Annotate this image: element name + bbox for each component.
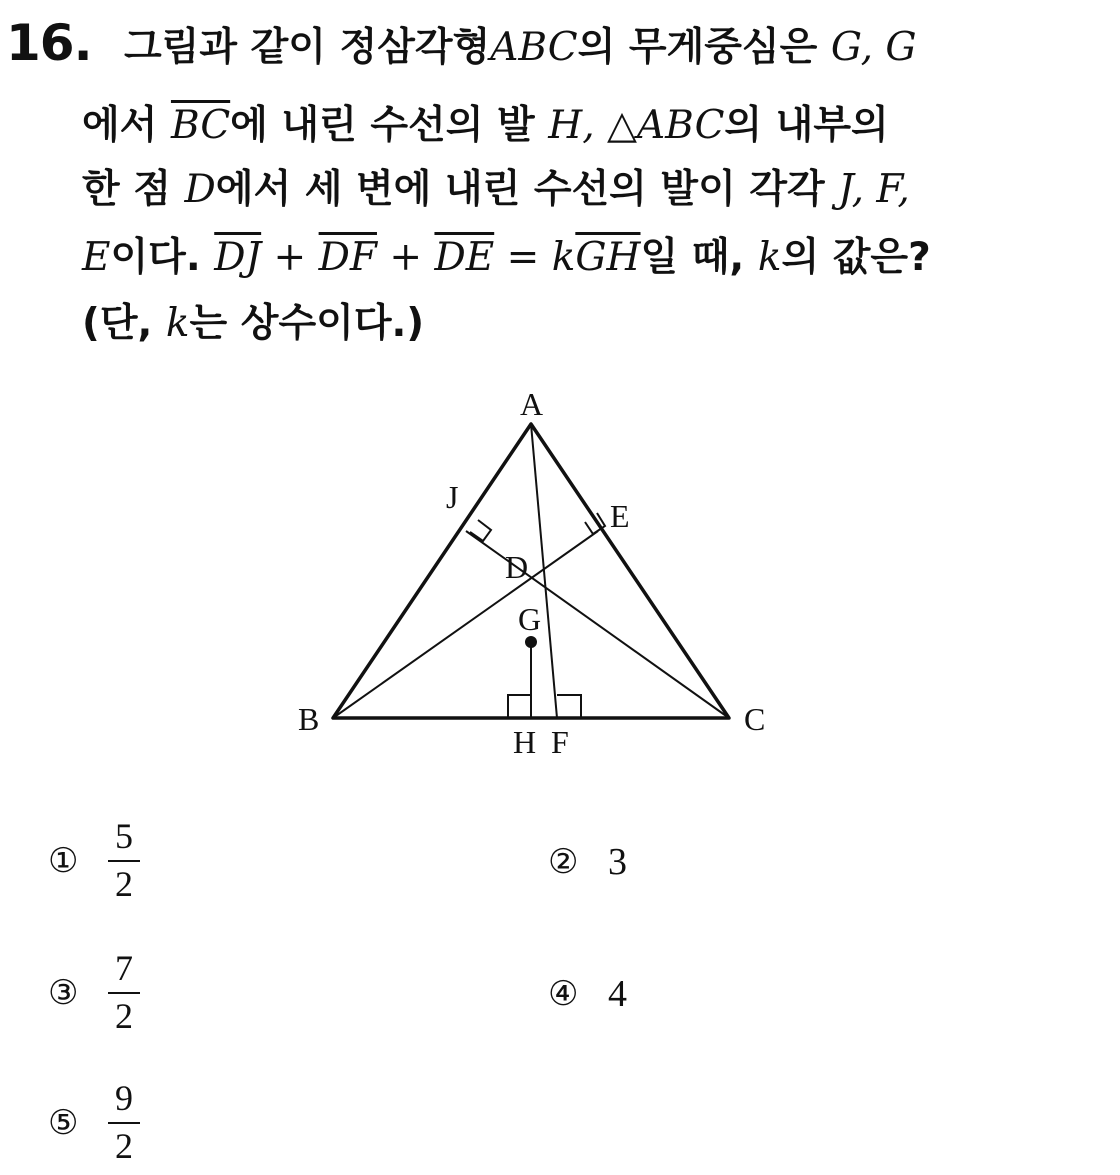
question-text: 의 내부의 [724,103,889,148]
math-abc: ABC [490,25,578,70]
fraction-bar [108,992,140,994]
label-d: D [505,549,529,585]
choice-2[interactable] [548,840,627,884]
question-text: 의 무게중심은 [577,25,831,70]
question-text: 에서 [82,103,171,148]
math-k: k [551,235,576,280]
right-angle-h [508,695,531,718]
fraction-numerator: 5 [115,816,133,856]
question-text: (단, [82,301,166,346]
choice-fraction [108,1080,140,1166]
choice-value: 4 [608,973,627,1015]
question-text: 에서 세 변에 내린 수선의 발이 각각 [215,167,839,212]
math-k: k [757,235,782,280]
question-text: 일 때, [640,235,758,280]
choice-fraction [108,818,140,904]
label-a: A [520,386,544,422]
fraction-numerator: 7 [115,948,133,988]
fraction-bar [108,1122,140,1124]
right-angle-f [557,695,581,718]
choice-4[interactable] [548,972,627,1016]
equals-sign: = [494,235,552,280]
point-g [525,636,537,648]
plus-sign: + [261,235,319,280]
label-f: F [551,724,569,760]
choice-number: ② [548,842,579,882]
segment-de: $\overline{DE}$ [434,235,495,280]
choice-number: ④ [548,974,579,1014]
label-h: H [513,724,537,760]
label-j: J [446,479,459,515]
math-e: E [82,235,111,280]
segment-dj: $\overline{DJ}$ [214,235,262,280]
question-text: 이다. [110,235,215,280]
question-number: 16. [6,14,92,72]
fraction-denominator: 2 [115,863,133,904]
fraction-numerator: 9 [115,1078,133,1118]
math-abc: ABC [637,103,725,148]
segment-df: $\overline{DF}$ [318,235,377,280]
right-angle-j [470,520,491,541]
choice-fraction [108,950,140,1036]
choice-5[interactable] [48,1080,140,1166]
label-e: E [610,498,630,534]
math-d: D [184,167,216,212]
choice-1[interactable] [48,818,140,904]
choice-value: 3 [608,841,627,883]
question-text: 에 내린 수선의 발 [230,103,549,148]
label-b: B [298,701,320,737]
math-jf: J, F, [838,167,910,212]
choice-number: ③ [48,972,79,1013]
segment-gh: $\overline{GH}$ [575,235,641,280]
choice-3[interactable] [48,950,140,1036]
math-k: k [165,301,190,346]
math-h: H, [548,103,595,148]
segment-bc: $\overline{BC}$ [170,103,231,148]
question-text: 의 값은? [781,235,931,280]
label-c: C [744,701,766,737]
math-g: G, G [830,25,917,70]
triangle-symbol: △ [594,103,638,148]
plus-sign: + [376,235,435,280]
choice-number: ⑤ [48,1102,79,1143]
segment-b-e [333,531,598,718]
choice-number: ① [48,840,79,881]
question-text: 한 점 [82,167,185,212]
fraction-bar [108,860,140,862]
segment-a-f [531,424,557,718]
question-text: 는 상수이다.) [189,301,425,346]
fraction-denominator: 2 [115,1125,133,1166]
fraction-denominator: 2 [115,995,133,1036]
label-g: G [518,601,542,637]
question-text: 그림과 같이 정삼각형 [124,25,491,70]
